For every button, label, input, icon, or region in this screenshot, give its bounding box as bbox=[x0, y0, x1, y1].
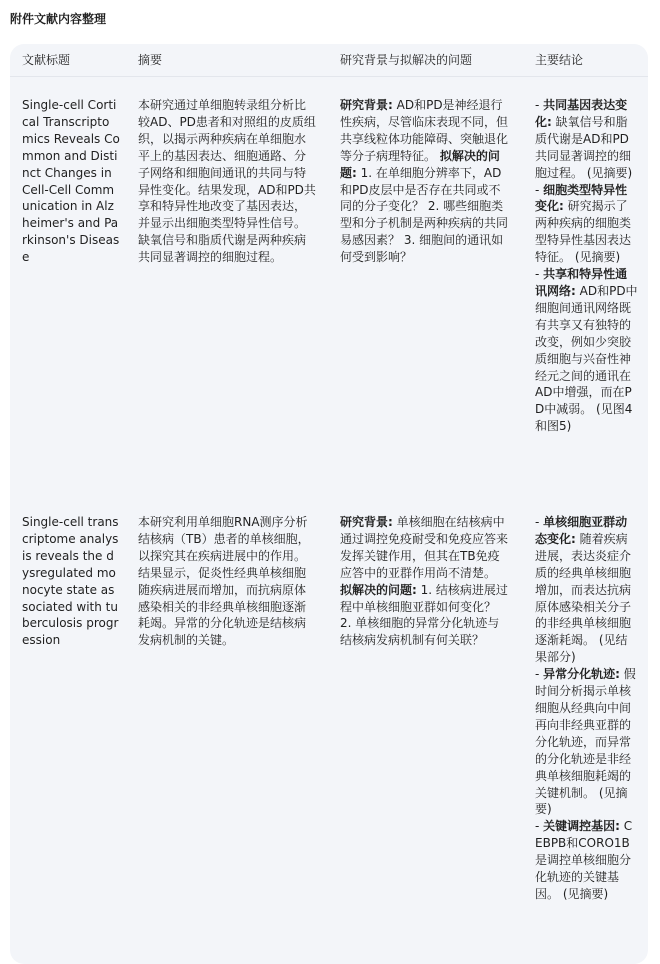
row1-conclusion-text: AD和PD中细胞间通讯网络既有共享又有独特的改变，例如少突胶质细胞与兴奋性神经元之间的通讯在AD中增强，而在PD中减弱。 (见图4和图5) bbox=[535, 283, 638, 434]
row2-conclusions bbox=[535, 514, 639, 903]
header-background: 研究背景与拟解决的问题 bbox=[340, 53, 473, 67]
row2-conclusion-text: CEBPB和CORO1B是调控单核细胞分化轨迹的关键基因。 (见摘要) bbox=[535, 819, 633, 901]
row2-background-label: 研究背景: bbox=[340, 515, 393, 529]
row2-title: Single-cell transcriptome analysis reveals the dysregulated monocyte state associated with tuberculosis progression bbox=[22, 515, 119, 648]
row2-abstract: 本研究利用单细胞RNA测序分析结核病（TB）患者的单核细胞，以探究其在疾病进展中的作用。结果显示，促炎性经典单核细胞随疾病进展而增加，而抗病原体感染相关的非经典单核细胞逐渐耗竭。异常的分化轨迹是结核病发病机制的关键。 bbox=[138, 515, 310, 648]
row1-conclusion-item: - 共享和特异性通讯网络: AD和PD中细胞间通讯网络既有共享又有独特的改变，例如少突胶质细胞与兴奋性神经元之间的通讯在AD中增强，而在PD中减弱。 (见图4和图5) bbox=[535, 267, 638, 434]
row2-conclusion-text: 假时间分析揭示单核细胞从经典向中间再向非经典亚群的分化轨迹，而异常的分化轨迹是非经典单核细胞耗竭的关键机制。 (见摘要) bbox=[535, 667, 636, 817]
header-conclusions: 主要结论 bbox=[535, 53, 584, 67]
row1-title: Single-cell Cortical Transcriptomics Reveals Common and Distinct Changes in Cell-Cell Communication in Alzheimer's and Parkinson's Disease bbox=[22, 98, 120, 265]
row2-conclusion-item: - 异常分化轨迹: 假时间分析揭示单核细胞从经典向中间再向非经典亚群的分化轨迹，而异常的分化轨迹是非经典单核细胞耗竭的关键机制。 (见摘要) bbox=[535, 667, 636, 817]
row1-conclusions bbox=[535, 97, 639, 435]
row2-conclusion-item: - 关键调控基因: CEBPB和CORO1B是调控单核细胞分化轨迹的关键基因。 (见摘要) bbox=[535, 819, 633, 901]
row2-background bbox=[340, 514, 510, 649]
row2-conclusion-label: 单核细胞亚群动态变化: bbox=[535, 515, 628, 546]
row2-conclusion-label: 关键调控基因: bbox=[543, 819, 620, 834]
row1-conclusion-text: 缺氧信号和脂质代谢是AD和PD共同显著调控的细胞过程。 (见摘要) bbox=[535, 114, 633, 180]
row1-conclusion-label: 共同基因表达变化: bbox=[535, 98, 628, 129]
row2-conclusion-item: - 单核细胞亚群动态变化: 随着疾病进展，表达炎症介质的经典单核细胞增加，而表达抗病原体感染相关分子的非经典单核细胞逐渐耗竭。 (见结果部分) bbox=[535, 515, 632, 665]
row1-abstract: 本研究通过单细胞转录组分析比较AD、PD患者和对照组的皮质组织，以揭示两种疾病在单细胞水平上的基因表达、细胞通路、分子网络和细胞间通讯的共同与特异性变化。结果发现，AD和PD共享和特异性地改变了基因表达，并显示出细胞类型特异性信号。缺氧信号和脂质代谢是两种疾病共同显著调控的细胞过程。 bbox=[138, 98, 316, 265]
row1-conclusion-label: 共享和特异性通讯网络: bbox=[535, 267, 628, 298]
row2-problem-label: 拟解决的问题: bbox=[340, 582, 417, 597]
row1-problem-label: 拟解决的问题: bbox=[340, 148, 500, 180]
row2-problem-text: 1. 结核病进展过程中单核细胞亚群如何变化？ 2. 单核细胞的异常分化轨迹与结核病发病机制有何关联？ bbox=[340, 582, 508, 648]
row1-background bbox=[340, 97, 510, 266]
header-abstract: 摘要 bbox=[138, 53, 163, 67]
row1-background-text: AD和PD是神经退行性疾病，尽管临床表现不同，但共享线粒体功能障碍、突触退化等分子病理特征。 bbox=[340, 98, 509, 163]
header-divider bbox=[10, 76, 648, 77]
row2-conclusion-text: 随着疾病进展，表达炎症介质的经典单核细胞增加，而表达抗病原体感染相关分子的非经典单核细胞逐渐耗竭。 (见结果部分) bbox=[535, 531, 632, 665]
row1-conclusion-item: - 细胞类型特异性变化: 研究揭示了两种疾病的细胞类型特异性基因表达特征。 (见摘要) bbox=[535, 182, 632, 265]
row1-problem-text: 1. 在单细胞分辨率下，AD和PD皮层中是否存在共同或不同的分子变化？ 2. 哪些细胞类型和分子机制是两种疾病的共同易感因素？ 3. 细胞间的通讯如何受到影响？ bbox=[340, 165, 509, 265]
row1-conclusion-text: 研究揭示了两种疾病的细胞类型特异性基因表达特征。 (见摘要) bbox=[535, 199, 632, 265]
row1-conclusion-item: - 共同基因表达变化: 缺氧信号和脂质代谢是AD和PD共同显著调控的细胞过程。 (见摘要) bbox=[535, 98, 633, 180]
row1-background-label: 研究背景: bbox=[340, 98, 393, 112]
header-title: 文献标题 bbox=[22, 53, 71, 67]
row2-background-text: 单核细胞在结核病中通过调控免疫耐受和免疫应答来发挥关键作用，但其在TB免疫应答中的亚群作用尚不清楚。 bbox=[340, 515, 509, 580]
row2-conclusion-label: 异常分化轨迹: bbox=[543, 667, 620, 682]
page-title: 附件文献内容整理 bbox=[10, 12, 107, 26]
row1-conclusion-label: 细胞类型特异性变化: bbox=[535, 182, 628, 214]
